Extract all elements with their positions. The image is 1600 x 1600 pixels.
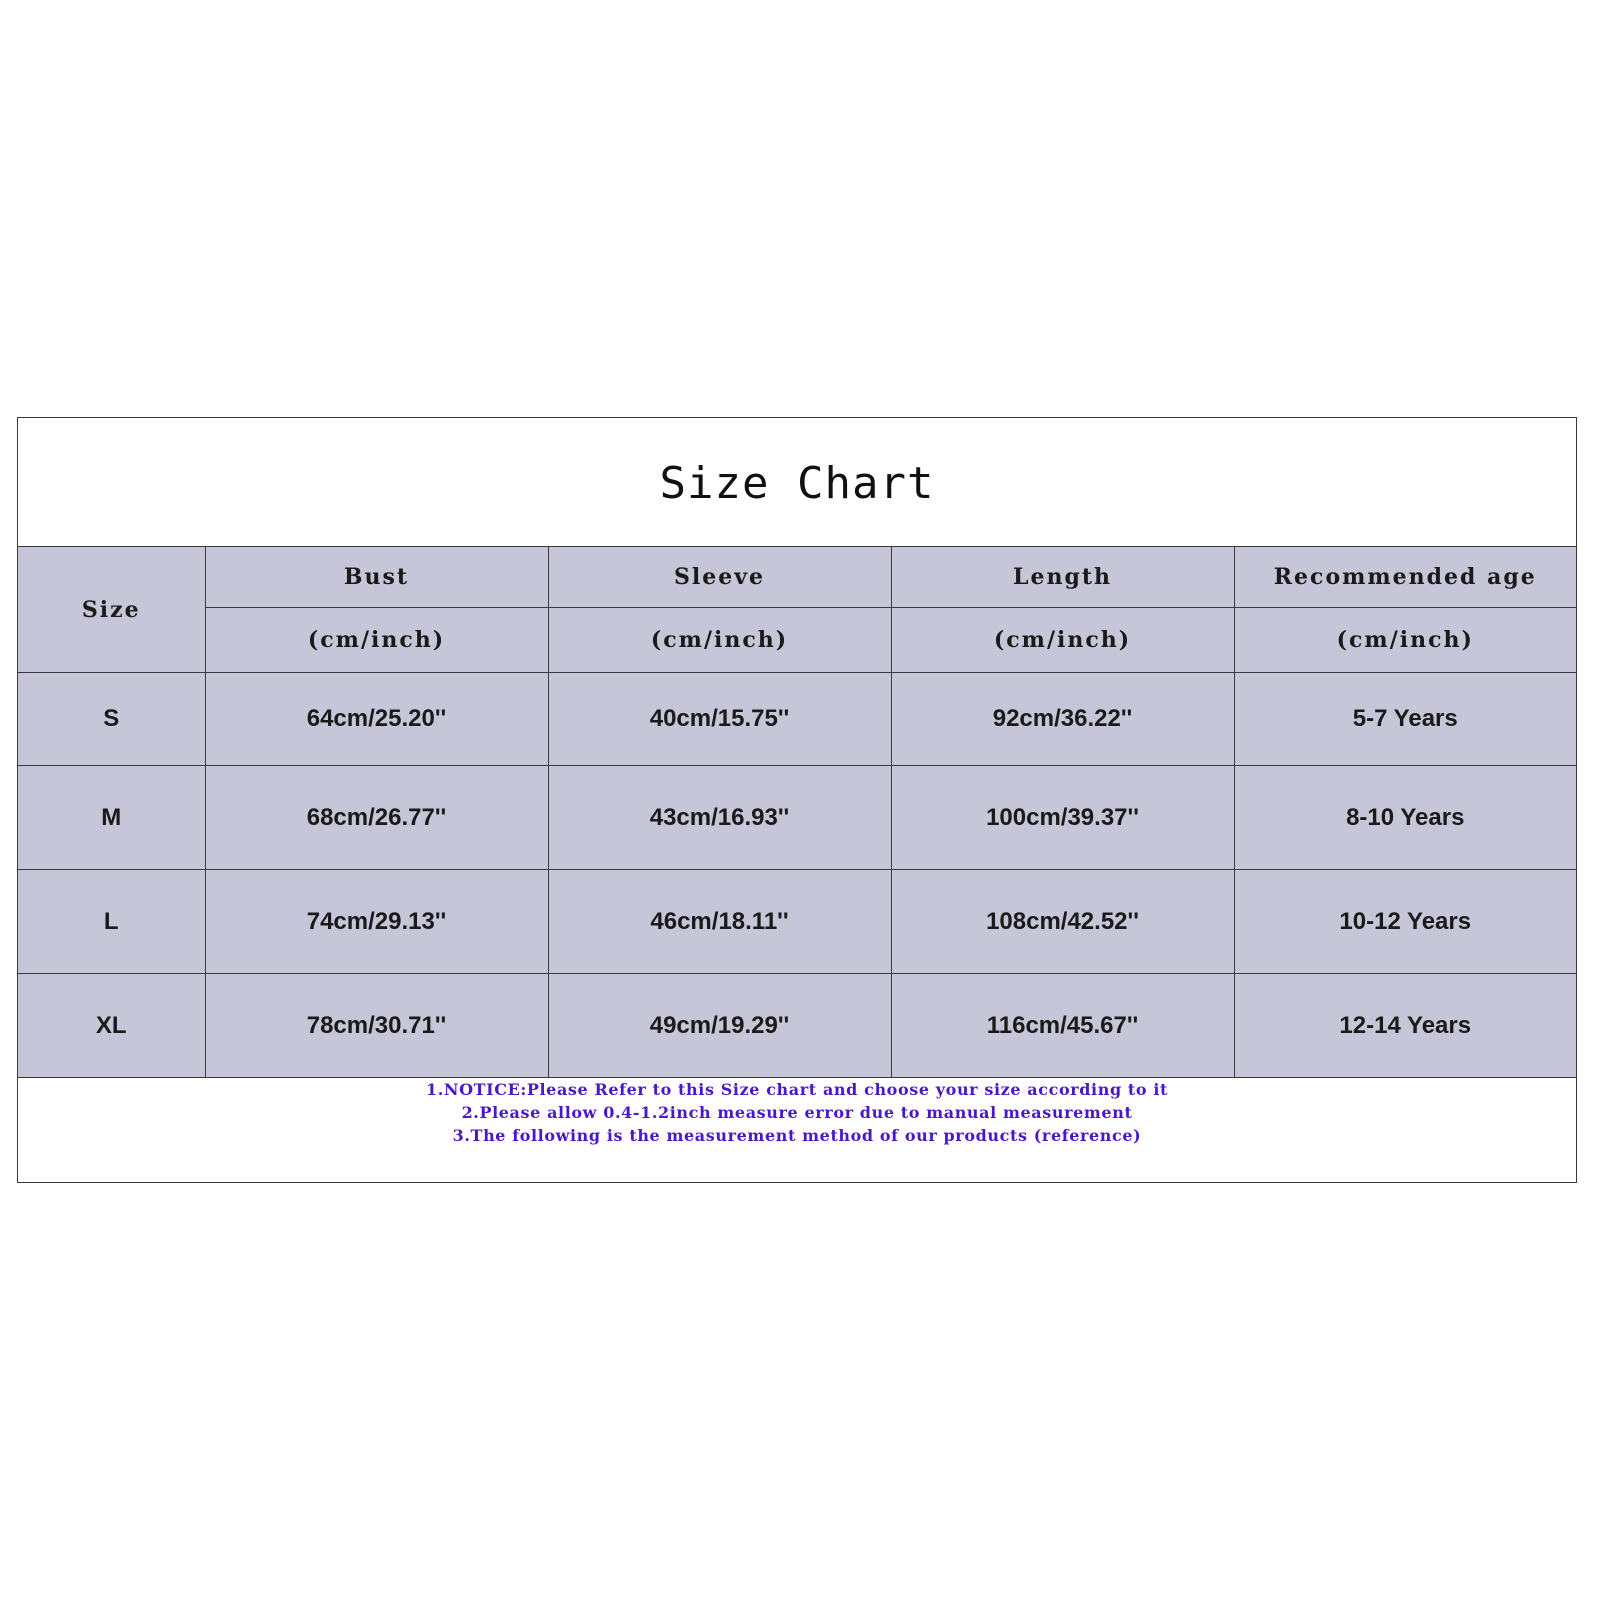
note-line: 3.The following is the measurement method of our products (reference) bbox=[452, 1126, 1142, 1145]
header-recommended-age: Recommended age bbox=[1234, 547, 1576, 608]
note-line: 2.Please allow 0.4-1.2inch measure error due to manual measurement bbox=[461, 1103, 1133, 1122]
table-row bbox=[18, 974, 1576, 1078]
cell-bust: 64cm/25.20'' bbox=[205, 673, 548, 766]
table-row bbox=[18, 870, 1576, 974]
cell-sleeve: 46cm/18.11'' bbox=[548, 870, 891, 974]
cell-age: 10-12 Years bbox=[1234, 870, 1576, 974]
cell-length: 100cm/39.37'' bbox=[891, 766, 1234, 870]
cell-sleeve: 40cm/15.75'' bbox=[548, 673, 891, 766]
cell-size: S bbox=[18, 673, 205, 766]
cell-length: 108cm/42.52'' bbox=[891, 870, 1234, 974]
notes-block bbox=[18, 1078, 1576, 1147]
cell-age: 8-10 Years bbox=[1234, 766, 1576, 870]
cell-bust: 78cm/30.71'' bbox=[205, 974, 548, 1078]
header-row bbox=[18, 547, 1576, 608]
unit-row bbox=[18, 608, 1576, 673]
header-bust: Bust bbox=[205, 547, 548, 608]
size-table bbox=[18, 546, 1576, 1078]
cell-age: 12-14 Years bbox=[1234, 974, 1576, 1078]
header-length: Length bbox=[891, 547, 1234, 608]
unit-recommended-age: (cm/inch) bbox=[1234, 608, 1576, 673]
cell-length: 116cm/45.67'' bbox=[891, 974, 1234, 1078]
unit-length: (cm/inch) bbox=[891, 608, 1234, 673]
header-size: Size bbox=[18, 547, 205, 673]
unit-bust: (cm/inch) bbox=[205, 608, 548, 673]
note-line: 1.NOTICE:Please Refer to this Size chart and choose your size according to it bbox=[425, 1080, 1169, 1099]
chart-title: Size Chart bbox=[659, 457, 935, 509]
cell-size: M bbox=[18, 766, 205, 870]
cell-bust: 74cm/29.13'' bbox=[205, 870, 548, 974]
cell-bust: 68cm/26.77'' bbox=[205, 766, 548, 870]
cell-sleeve: 43cm/16.93'' bbox=[548, 766, 891, 870]
size-chart bbox=[17, 417, 1577, 1183]
cell-size: XL bbox=[18, 974, 205, 1078]
cell-age: 5-7 Years bbox=[1234, 673, 1576, 766]
unit-sleeve: (cm/inch) bbox=[548, 608, 891, 673]
header-sleeve: Sleeve bbox=[548, 547, 891, 608]
cell-length: 92cm/36.22'' bbox=[891, 673, 1234, 766]
table-row bbox=[18, 766, 1576, 870]
cell-size: L bbox=[18, 870, 205, 974]
table-row bbox=[18, 673, 1576, 766]
cell-sleeve: 49cm/19.29'' bbox=[548, 974, 891, 1078]
